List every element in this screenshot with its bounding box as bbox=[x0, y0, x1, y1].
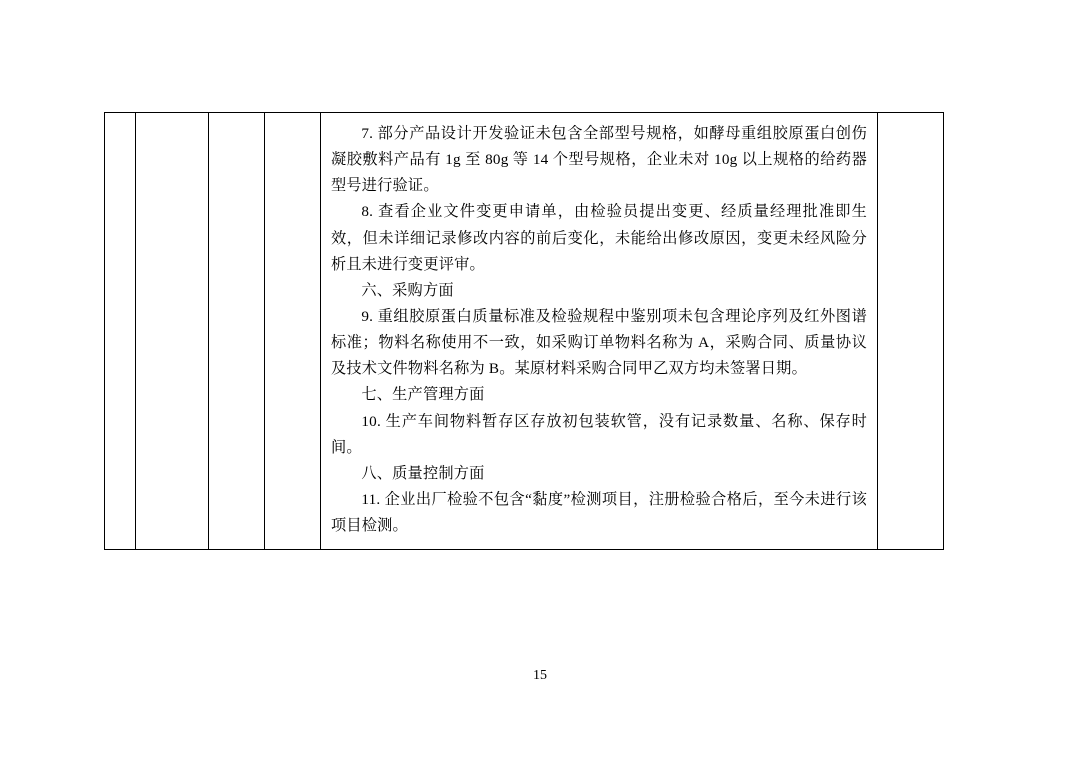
page-number: 15 bbox=[533, 668, 547, 683]
table-row bbox=[105, 113, 944, 550]
inspection-findings-table bbox=[104, 112, 944, 550]
table-cell-subcategory bbox=[209, 113, 265, 550]
section-heading-eight: 八、质量控制方面 bbox=[361, 464, 485, 482]
content-block bbox=[321, 113, 877, 549]
table-cell-category bbox=[136, 113, 209, 550]
finding-paragraph-9: 9. 重组胶原蛋白质量标准及检验规程中鉴别项未包含理论序列及红外图谱标准；物料名称使用不一致，如采购订单物料名称为 A，采购合同、质量协议及技术文件物料名称为 B。某原材料采购合同甲乙双方均未签署日期。 bbox=[331, 307, 867, 378]
table-cell-item bbox=[265, 113, 321, 550]
table-cell-content bbox=[321, 113, 878, 550]
finding-paragraph-8: 8. 查看企业文件变更申请单，由检验员提出变更、经质量经理批准即生效，但未详细记录修改内容的前后变化，未能给出修改原因，变更未经风险分析且未进行变更评审。 bbox=[331, 203, 867, 273]
finding-paragraph-11: 11. 企业出厂检验不包含“黏度”检测项目，注册检验合格后，至今未进行该项目检测。 bbox=[331, 490, 867, 535]
finding-paragraph-7: 7. 部分产品设计开发验证未包含全部型号规格，如酵母重组胶原蛋白创伤凝胶敷料产品有 1g 至 80g 等 14 个型号规格，企业未对 10g 以上规格的给药器型号进行验证。 bbox=[331, 125, 867, 195]
table-cell-remark bbox=[878, 113, 944, 550]
finding-paragraph-10: 10. 生产车间物料暂存区存放初包装软管，没有记录数量、名称、保存时间。 bbox=[331, 412, 867, 456]
section-heading-six: 六、采购方面 bbox=[361, 281, 454, 299]
section-heading-seven: 七、生产管理方面 bbox=[361, 386, 485, 404]
table-cell-index bbox=[105, 113, 136, 550]
